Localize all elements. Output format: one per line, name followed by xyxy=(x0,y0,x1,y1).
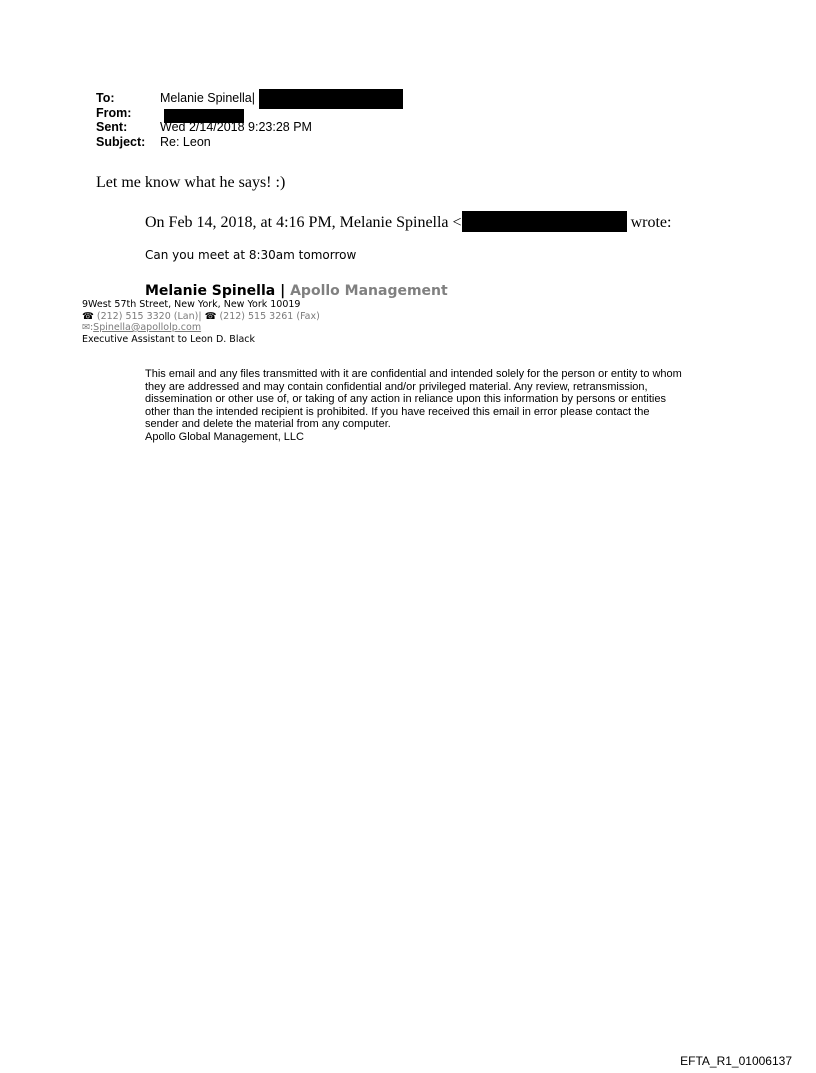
from-label: From: xyxy=(96,105,132,120)
phone-icon: ☎ xyxy=(82,310,94,322)
to-label: To: xyxy=(96,91,115,105)
signature-address: 9West 57th Street, New York, New York 10019 xyxy=(82,299,301,310)
signature-name-line xyxy=(145,283,448,299)
signature-email-row xyxy=(82,322,320,334)
phone-icon: ☎ xyxy=(204,310,217,322)
sent-label: Sent: xyxy=(96,120,128,134)
sent-value: Wed 2/14/2018 9:23:28 PM xyxy=(160,120,312,134)
signature-email-link[interactable]: Spinella@apollolp.com xyxy=(93,322,202,333)
confidentiality-disclaimer xyxy=(145,368,685,444)
phone-lan: (212) 515 3320 (Lan)| xyxy=(96,310,202,322)
redaction-bar xyxy=(462,211,627,232)
quoted-message: Can you meet at 8:30am tomorrow xyxy=(145,248,357,262)
signature-details xyxy=(82,299,320,345)
quote-intro-line xyxy=(145,211,671,232)
subject-label: Subject: xyxy=(96,134,146,149)
phone-fax: (212) 515 3261 (Fax) xyxy=(219,310,320,322)
quote-intro: On Feb 14, 2018, at 4:16 PM, Melanie Spinella < xyxy=(145,214,462,231)
signature-company: Apollo Management xyxy=(290,283,448,299)
reply-text: Let me know what he says! :) xyxy=(96,174,286,191)
signature-name: Melanie Spinella xyxy=(145,283,276,299)
redaction-bar xyxy=(259,89,403,109)
signature-phones xyxy=(82,311,320,323)
signature-separator: | xyxy=(275,283,291,299)
to-value: Melanie Spinella| xyxy=(160,91,255,105)
mail-icon: ✉: xyxy=(82,322,94,333)
subject-value: Re: Leon xyxy=(160,134,211,149)
quote-wrote: wrote: xyxy=(630,214,672,231)
disclaimer-text: This email and any files transmitted with it are confidential and intended solely for the person or entity to whom they are addressed and may contain confidential and/or privileged material. Any review, retransmission, dissemination or other use of, or taking of any action in reliance upon this information by persons or entities other than the intended recipient is prohibited. If you have received this email in error please contact the sender and delete the material from any computer. xyxy=(145,368,682,431)
document-id: EFTA_R1_01006137 xyxy=(680,1054,792,1068)
disclaimer-company: Apollo Global Management, LLC xyxy=(145,430,304,443)
signature-title: Executive Assistant to Leon D. Black xyxy=(82,333,256,345)
